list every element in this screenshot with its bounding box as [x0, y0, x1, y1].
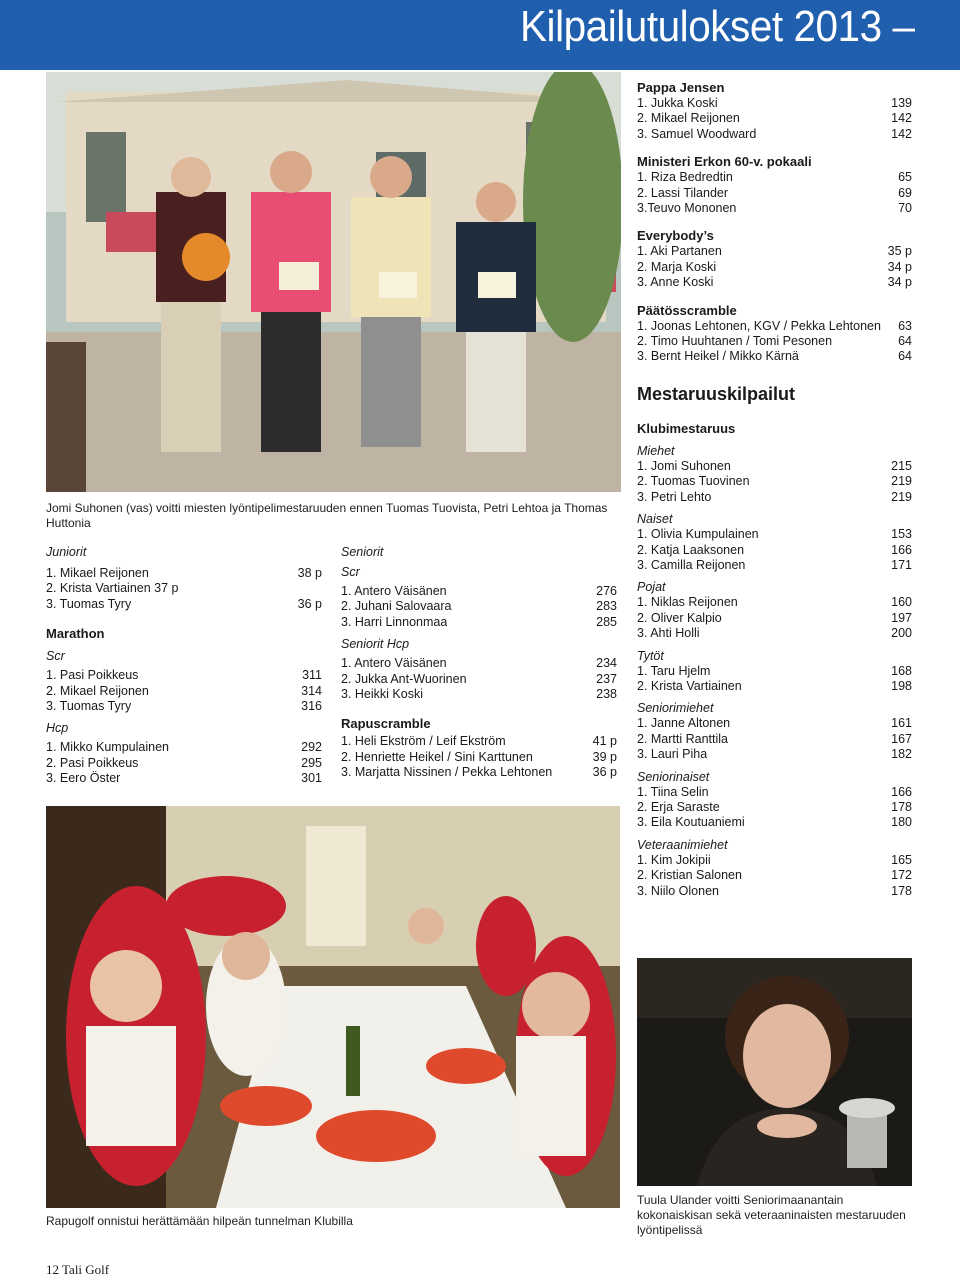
portrait-photo [637, 958, 912, 1186]
dinner-caption: Rapugolf onnistui herättämään hilpeän tunnelman Klubilla [46, 1214, 353, 1228]
golfers-photo [46, 72, 621, 492]
marathon-scr-label: Scr [46, 649, 65, 664]
list-item: 3. Tuomas Tyry 316 [46, 699, 322, 714]
list-item: 2. Marja Koski 34 p [637, 259, 912, 274]
juniorit-heading: Juniorit [46, 545, 87, 559]
list-item: 1. Taru Hjelm 168 [637, 663, 912, 678]
list-item: 3. Eila Koutuaniemi 180 [637, 815, 912, 830]
list-item: 1. Joonas Lehtonen, KGV / Pekka Lehtonen 63 [637, 318, 912, 333]
page-title: Kilpailutulokset 2013 – [520, 2, 915, 51]
list-item: 2. Martti Ranttila 167 [637, 731, 912, 746]
list-item: 2. Pasi Poikkeus 295 [46, 755, 322, 770]
list-item: 3. Heikki Koski 238 [341, 687, 617, 702]
list-item: 1. Janne Altonen 161 [637, 716, 912, 731]
group-label: Tytöt [637, 648, 664, 663]
golfers-photo-image [46, 72, 621, 492]
list-item: 2. Tuomas Tuovinen 219 [637, 474, 912, 489]
rapuscramble-heading: Rapuscramble [341, 716, 431, 732]
list-item: 2. Mikael Reijonen 314 [46, 683, 322, 698]
seniorit-hcp-label: Seniorit Hcp [341, 637, 410, 652]
seniorit-heading: Seniorit [341, 545, 384, 559]
portrait-caption: Tuula Ulander voitti Seniorimaanantain kokonaiskisan sekä veteraaninaisten mestaruuden lyöntipelissä [637, 1193, 906, 1237]
dinner-photo [46, 806, 620, 1208]
list-item: 1. Tiina Selin 166 [637, 784, 912, 799]
list-item: 2. Krista Vartiainen 198 [637, 678, 912, 693]
list-item: 1. Riza Bedredtin 65 [637, 170, 912, 185]
list-item: 2. Erja Saraste 178 [637, 799, 912, 814]
list-item: 1. Olivia Kumpulainen 153 [637, 527, 912, 542]
list-item: 3. Camilla Reijonen 171 [637, 557, 912, 572]
list-item: 2. Juhani Salovaara 283 [341, 599, 617, 614]
list-item: 3. Ahti Holli 200 [637, 626, 912, 641]
everybodys-heading: Everybody’s [637, 228, 714, 244]
pappa-jensen-heading: Pappa Jensen [637, 80, 725, 95]
list-item: 3. Anne Koski 34 p [637, 275, 912, 290]
list-item: 1. Jomi Suhonen 215 [637, 458, 912, 473]
list-item: 3. Tuomas Tyry 36 p [46, 596, 322, 611]
group-label: Naiset [637, 512, 673, 527]
list-item: 3. Marjatta Nissinen / Pekka Lehtonen 36 p [341, 765, 617, 780]
list-item: 1. Mikko Kumpulainen 292 [46, 740, 322, 755]
list-item: 2. Katja Laaksonen 166 [637, 542, 912, 557]
group-label: Pojat [637, 580, 666, 595]
results-column-1 [46, 544, 322, 787]
list-item: 1. Niklas Reijonen 160 [637, 595, 912, 610]
dinner-photo-image [46, 806, 620, 1208]
list-item: 3. Petri Lehto 219 [637, 489, 912, 504]
golfers-caption: Jomi Suhonen (vas) voitti miesten lyöntipelimestaruuden ennen Tuomas Tuovista, Petri Lehtoa ja Thomas Huttonia [46, 501, 608, 530]
list-item: 2. Lassi Tilander 69 [637, 185, 912, 200]
page-header [0, 0, 960, 70]
list-item: 1. Aki Partanen 35 p [637, 244, 912, 259]
ministeri-heading: Ministeri Erkon 60-v. pokaali [637, 154, 812, 170]
list-item: 1. Mikael Reijonen 38 p [46, 566, 322, 580]
list-item: 2. Krista Vartiainen 37 p [46, 581, 179, 596]
list-item: 2. Timo Huuhtanen / Tomi Pesonen 64 [637, 334, 912, 349]
portrait-photo-image [637, 958, 912, 1186]
list-item: 3.Teuvo Mononen 70 [637, 201, 912, 216]
list-item: 1. Jukka Koski 139 [637, 96, 912, 110]
group-label: Seniorinaiset [637, 769, 710, 784]
group-label: Miehet [637, 443, 675, 458]
list-item: 3. Eero Öster 301 [46, 771, 322, 786]
results-column-2 [341, 544, 617, 781]
list-item: 3. Lauri Piha 182 [637, 747, 912, 762]
list-item: 3. Harri Linnonmaa 285 [341, 614, 617, 629]
page-number: 12 Tali Golf [46, 1262, 110, 1277]
list-item: 2. Henriette Heikel / Sini Karttunen 39 p [341, 749, 617, 764]
seniorit-scr-label: Scr [341, 565, 360, 579]
list-item: 1. Antero Väisänen 276 [341, 584, 617, 598]
list-item: 1. Heli Ekström / Leif Ekström 41 p [341, 734, 617, 749]
results-column-3 [637, 80, 912, 899]
group-label: Seniorimiehet [637, 701, 714, 716]
list-item: 1. Kim Jokipii 165 [637, 852, 912, 867]
marathon-heading: Marathon [46, 626, 105, 642]
list-item: 1. Antero Väisänen 234 [341, 656, 617, 671]
list-item: 3. Samuel Woodward 142 [637, 126, 912, 141]
list-item: 3. Niilo Olonen 178 [637, 883, 912, 898]
list-item: 1. Pasi Poikkeus 311 [46, 668, 322, 683]
group-label: Veteraanimiehet [637, 837, 728, 852]
klubimestaruus-heading: Klubimestaruus [637, 420, 736, 436]
list-item: 2. Jukka Ant-Wuorinen 237 [341, 671, 617, 686]
list-item: 2. Oliver Kalpio 197 [637, 610, 912, 625]
paatosscramble-heading: Päätösscramble [637, 302, 737, 318]
mestaruuskilpailut-heading: Mestaruuskilpailut [637, 383, 796, 404]
marathon-hcp-label: Hcp [46, 721, 69, 736]
list-item: 2. Mikael Reijonen 142 [637, 111, 912, 126]
list-item: 3. Bernt Heikel / Mikko Kärnä 64 [637, 349, 912, 364]
list-item: 2. Kristian Salonen 172 [637, 868, 912, 883]
